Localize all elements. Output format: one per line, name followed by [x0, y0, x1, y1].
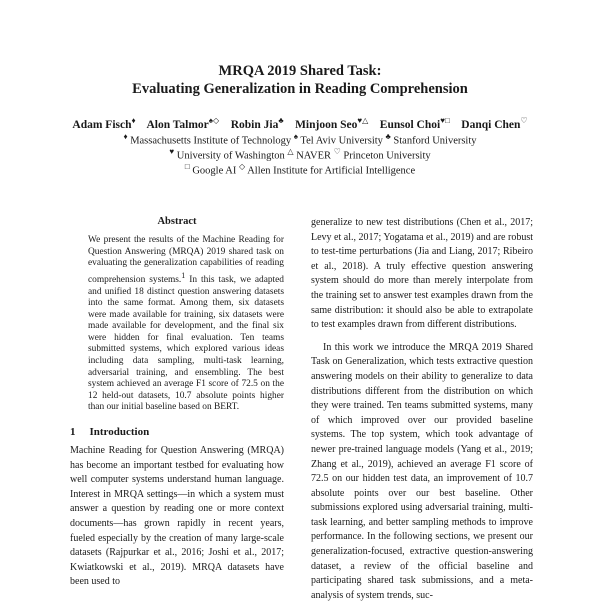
paper-title: [0, 62, 600, 98]
footnote-marker: 1: [181, 270, 186, 280]
intro-paragraph-left: Machine Reading for Question Answering (MRQA) has become an important testbed for evaluating how well computer systems understand human language. Interest in MRQA settings—in which a system must answer a question by reading one or more context documents—has grown rapidly in recent years, fueled especially by the creation of many large-scale datasets (Rajpurkar et al., 2016; Joshi et al., 2017; Kwiatkowski et al., 2019). MRQA datasets have been used to: [70, 445, 284, 588]
author: Eunsol Choi♥□: [379, 116, 450, 131]
abstract-heading: Abstract: [157, 216, 197, 227]
abstract-text: We present the results of the Machine Reading for Question Answering (MRQA) 2019 shared task on evaluating the generalization capabilities of reading comprehension systems.1 In this task, we adapted and unified 18 distinct question answering datasets into the same format. Among them, six datasets were made available for training, six datasets were made available for development, and the final six were hidden for final evaluation. Ten teams submitted systems, which explored various ideas including data sampling, multi-task learning, adversarial training, and ensembling. The best system achieved an average F1 score of 72.5 on the 12 held-out datasets, 10.7 absolute points higher than our initial baseline based on BERT.: [88, 235, 284, 413]
author: Alon Talmor♠◇: [146, 116, 220, 131]
author: Minjoon Seo♥△: [295, 116, 369, 131]
affiliation-line-3: □ Google AI ◇ Allen Institute for Artificial Intelligence: [184, 162, 416, 177]
author: Adam Fisch♦: [72, 116, 136, 131]
intro-paragraph-right-1: generalize to new test distributions (Chen et al., 2017; Levy et al., 2017; Yogatama et al., 2019) and are robust to test-time perturbations (Jia and Liang, 2017; Ribeiro et al., 2018). A truly effective question answering system should do more than merely interpolate from the training set to answer test examples drawn from the same distribution: it should also be able to extrapolate to test examples drawn from different distributions.: [311, 217, 533, 331]
section-number: 1: [70, 426, 76, 439]
section-heading-introduction: [70, 426, 284, 438]
title-line-2: Evaluating Generalization in Reading Comprehension: [132, 81, 468, 97]
author: Danqi Chen♡: [461, 116, 528, 131]
affiliation-line-2: ♥ University of Washington △ NAVER ♡ Princeton University: [169, 147, 431, 162]
section-title: Introduction: [89, 426, 150, 439]
author: Robin Jia♣: [230, 116, 284, 131]
left-column: [70, 216, 284, 590]
intro-paragraph-right-2: In this work we introduce the MRQA 2019 Shared Task on Generalization, which tests extractive question answering models on their ability to generalize to data distributions different from the distribution on which they were trained. Ten teams submitted systems, many of which improved over our provided baseline systems. The top system, which took advantage of newer pre-trained language models (Yang et al., 2019; Zhang et al., 2019), achieved an average F1 score of 72.5 on our hidden test data, an improvement of 10.7 absolute points over our best baseline. Other submissions explored using adversarial training, multi-task learning, and better sampling methods to improve performance. In the following sections, we present our generalization-focused, extractive question-answering dataset, a review of the official baseline and participating shared task submissions, and a meta-analysis of system trends, suc-: [311, 341, 533, 601]
right-column: [311, 216, 533, 603]
affiliation-line-1: ♦ Massachusetts Institute of Technology ♠ Tel Aviv University ♣ Stanford University: [123, 132, 477, 147]
title-line-1: MRQA 2019 Shared Task:: [218, 63, 382, 79]
